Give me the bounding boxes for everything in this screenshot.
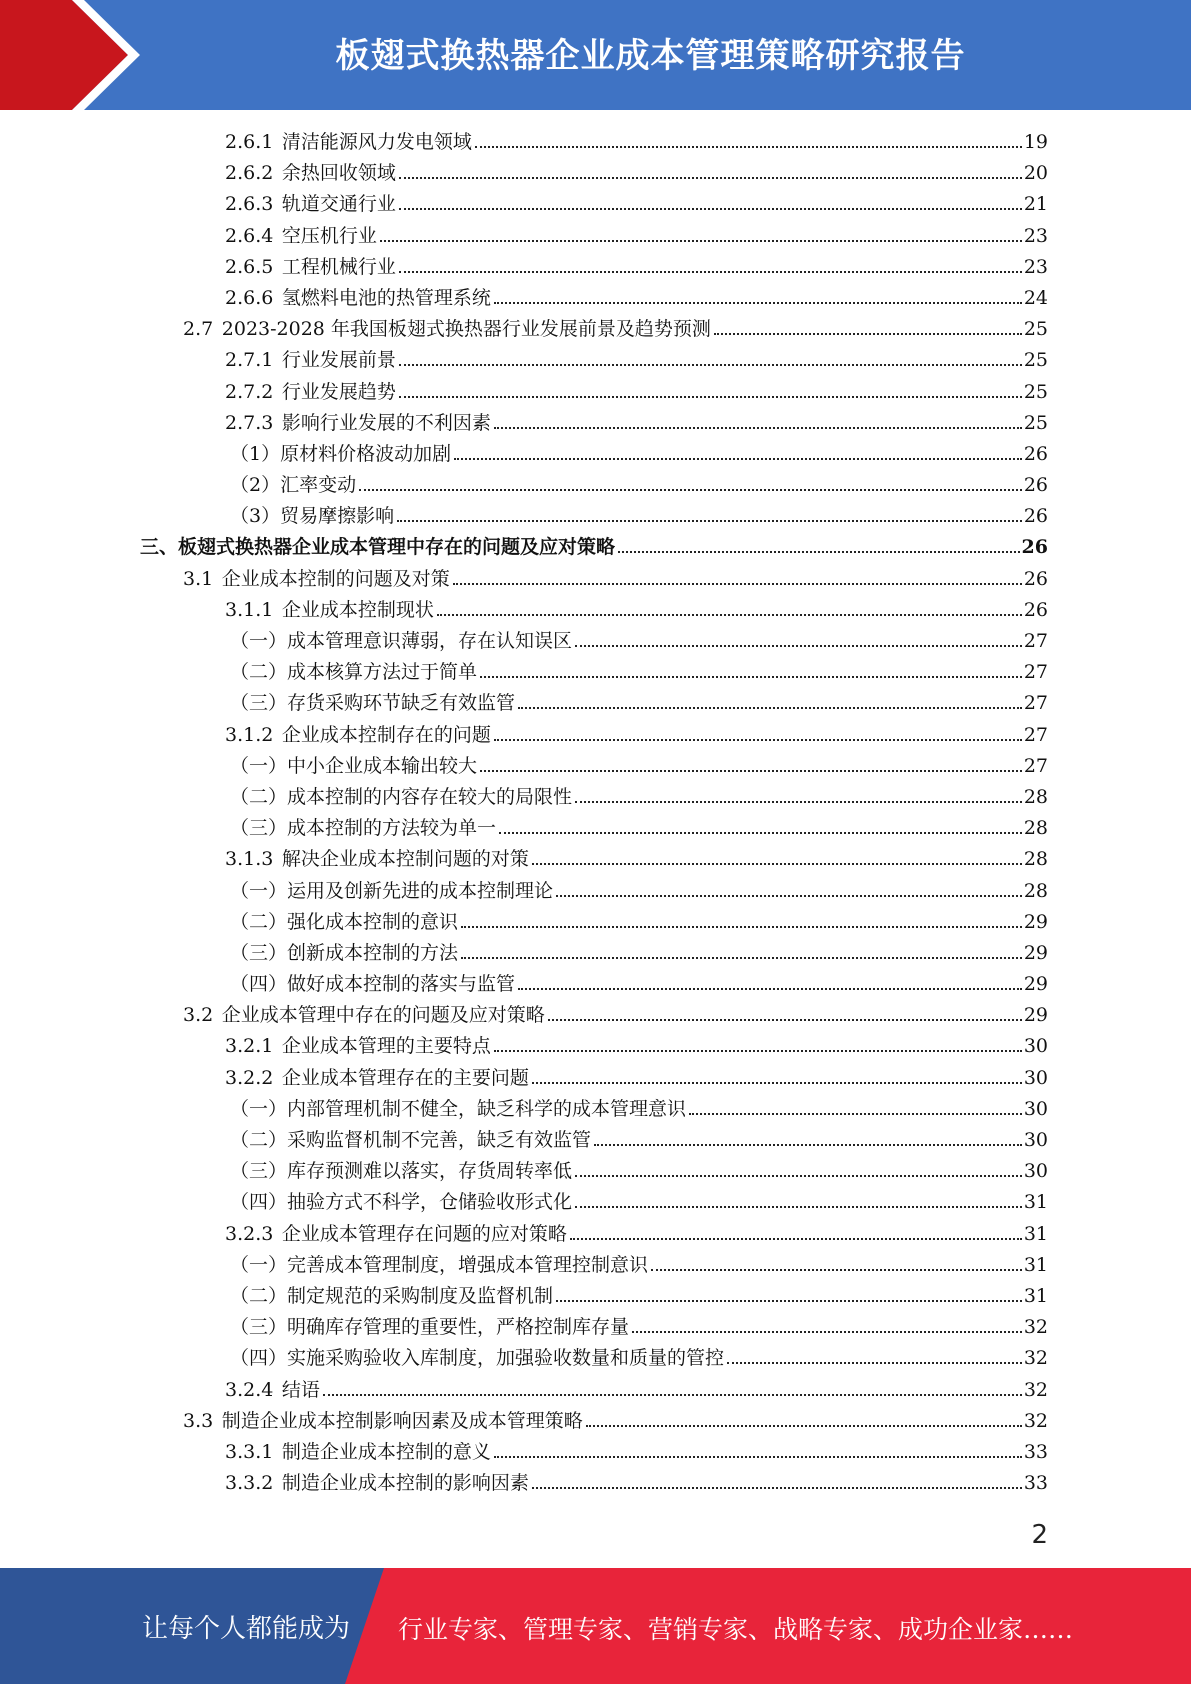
- toc-entry-title: 企业成本管理存在的主要问题: [281, 1066, 529, 1089]
- toc-entry-title: 制造企业成本控制的影响因素: [281, 1472, 529, 1495]
- toc-entry[interactable]: [0, 564, 1191, 595]
- toc-entry-number: （2）: [230, 474, 281, 497]
- toc-leader-dots: [494, 427, 1022, 429]
- toc-leader-dots: [399, 208, 1022, 210]
- toc-entry-number: （四）: [230, 1347, 288, 1370]
- toc-entry[interactable]: [0, 283, 1191, 314]
- toc-entry-page: 24: [1023, 286, 1048, 309]
- toc-leader-dots: [548, 1019, 1022, 1021]
- toc-entry[interactable]: [0, 439, 1191, 470]
- toc-leader-dots: [359, 489, 1022, 491]
- toc-leader-dots: [575, 1206, 1022, 1208]
- table-of-contents: [0, 127, 1191, 1499]
- toc-entry-page: 32: [1023, 1409, 1048, 1432]
- toc-entry[interactable]: [0, 938, 1191, 969]
- toc-entry-page: 25: [1023, 349, 1048, 372]
- toc-entry-number: （二）: [230, 1284, 288, 1307]
- toc-entry-title: 企业成本管理的主要特点: [281, 1035, 491, 1058]
- toc-entry[interactable]: [0, 470, 1191, 501]
- toc-entry-title: 结语: [281, 1378, 320, 1401]
- toc-entry[interactable]: [0, 1468, 1191, 1499]
- toc-entry-number: （三）: [230, 692, 288, 715]
- toc-entry[interactable]: [0, 595, 1191, 626]
- toc-entry-number: 2.6.1: [225, 131, 274, 153]
- toc-leader-dots: [714, 333, 1022, 335]
- toc-entry-title: 2023-2028 年我国板翅式换热器行业发展前景及趋势预测: [221, 318, 711, 341]
- toc-leader-dots: [570, 1238, 1022, 1240]
- toc-entry-page: 30: [1023, 1129, 1048, 1151]
- toc-entry[interactable]: [0, 813, 1191, 844]
- toc-entry-page: 25: [1023, 318, 1048, 341]
- footer-slogan-left: 让每个人都能成为: [142, 1614, 351, 1644]
- toc-entry-page: 32: [1023, 1316, 1048, 1339]
- report-title: 板翅式换热器企业成本管理策略研究报告: [335, 36, 966, 76]
- toc-entry-number: 3.2.1: [225, 1035, 274, 1058]
- toc-entry[interactable]: [0, 1343, 1191, 1374]
- toc-entry-page: 27: [1023, 754, 1048, 777]
- toc-entry-number: 3.1.2: [225, 723, 274, 746]
- toc-entry-number: 3.2.4: [225, 1378, 274, 1401]
- toc-entry-title: 企业成本控制的问题及对策: [221, 567, 450, 590]
- toc-entry[interactable]: [0, 158, 1191, 189]
- toc-entry-page: 28: [1023, 879, 1048, 902]
- toc-leader-dots: [480, 676, 1022, 678]
- toc-entry-number: 2.7: [183, 318, 214, 341]
- toc-entry-title: 行业发展趋势: [281, 380, 396, 403]
- toc-entry-number: （3）: [230, 505, 281, 528]
- toc-leader-dots: [651, 1269, 1022, 1271]
- toc-leader-dots: [380, 240, 1022, 242]
- toc-leader-dots: [575, 645, 1022, 647]
- toc-entry-number: 2.7.3: [225, 411, 274, 434]
- toc-entry[interactable]: [0, 1219, 1191, 1250]
- toc-entry-title: 氢燃料电池的热管理系统: [281, 286, 491, 309]
- toc-entry[interactable]: [0, 626, 1191, 657]
- toc-leader-dots: [453, 583, 1022, 585]
- toc-leader-dots: [499, 832, 1022, 834]
- toc-entry[interactable]: [0, 751, 1191, 782]
- toc-entry-title: 实施采购验收入库制度，加强验收数量和质量的管控: [287, 1347, 725, 1370]
- toc-entry[interactable]: [0, 532, 1191, 563]
- toc-entry[interactable]: [0, 314, 1191, 345]
- toc-entry-title: 库存预测难以落实，存货周转率低: [287, 1160, 573, 1183]
- toc-entry-title: 解决企业成本控制问题的对策: [281, 848, 529, 871]
- page-header: [0, 0, 1191, 110]
- toc-leader-dots: [494, 302, 1022, 304]
- toc-entry-title: 汇率变动: [280, 474, 357, 497]
- toc-entry-page: 26: [1021, 536, 1048, 559]
- toc-entry-number: 2.7.2: [225, 380, 274, 403]
- toc-entry-number: 三、: [140, 536, 179, 559]
- toc-entry-title: 创新成本控制的方法: [287, 941, 459, 964]
- toc-entry[interactable]: [0, 127, 1191, 158]
- toc-entry-title: 原材料价格波动加剧: [280, 442, 452, 465]
- toc-entry-page: 29: [1023, 910, 1048, 933]
- toc-entry-number: 2.6.2: [225, 162, 274, 185]
- toc-leader-dots: [586, 1425, 1022, 1427]
- toc-leader-dots: [494, 739, 1022, 741]
- toc-entry[interactable]: [0, 876, 1191, 907]
- toc-entry-number: （二）: [230, 910, 288, 933]
- toc-entry-number: 3.1.3: [225, 848, 274, 871]
- toc-entry-page: 26: [1023, 474, 1048, 497]
- toc-entry-title: 影响行业发展的不利因素: [281, 411, 491, 434]
- toc-entry-number: （三）: [230, 1316, 288, 1339]
- toc-leader-dots: [399, 364, 1022, 366]
- toc-leader-dots: [437, 614, 1022, 616]
- toc-entry-page: 29: [1023, 941, 1048, 964]
- toc-entry[interactable]: [0, 969, 1191, 1000]
- toc-entry-page: 29: [1023, 973, 1048, 996]
- toc-entry-number: 2.6.4: [225, 224, 274, 247]
- toc-entry[interactable]: [0, 1250, 1191, 1281]
- toc-leader-dots: [532, 1082, 1022, 1084]
- toc-entry-title: 抽验方式不科学，仓储验收形式化: [287, 1191, 573, 1214]
- toc-entry-number: （1）: [230, 442, 281, 465]
- toc-leader-dots: [594, 1144, 1022, 1146]
- toc-entry-page: 31: [1023, 1191, 1048, 1214]
- toc-entry-number: （三）: [230, 941, 288, 964]
- toc-entry-page: 21: [1023, 193, 1048, 216]
- toc-entry-page: 28: [1023, 848, 1048, 871]
- toc-leader-dots: [689, 1113, 1022, 1115]
- header-arrow-decoration: [0, 0, 160, 110]
- toc-entry-title: 存货采购环节缺乏有效监管: [287, 692, 516, 715]
- toc-leader-dots: [323, 1394, 1022, 1396]
- toc-entry[interactable]: [0, 657, 1191, 688]
- toc-leader-dots: [518, 707, 1022, 709]
- toc-entry-page: 32: [1023, 1378, 1048, 1401]
- toc-leader-dots: [575, 1175, 1022, 1177]
- toc-entry-number: 3.2.2: [225, 1066, 274, 1089]
- toc-entry-number: （一）: [230, 1253, 288, 1276]
- toc-entry-number: 3.1.1: [225, 598, 274, 621]
- toc-entry-page: 32: [1023, 1347, 1048, 1370]
- toc-entry[interactable]: [0, 501, 1191, 532]
- toc-entry-page: 19: [1023, 131, 1048, 153]
- toc-entry[interactable]: [0, 1000, 1191, 1031]
- toc-leader-dots: [532, 863, 1022, 865]
- toc-entry-number: 2.6.5: [225, 255, 274, 278]
- toc-entry-number: 2.7.1: [225, 349, 274, 372]
- toc-leader-dots: [399, 396, 1022, 398]
- toc-entry-title: 空压机行业: [281, 224, 377, 247]
- toc-leader-dots: [475, 146, 1022, 148]
- toc-entry-title: 制造企业成本控制的意义: [281, 1440, 491, 1463]
- toc-entry[interactable]: [0, 252, 1191, 283]
- toc-entry-title: 清洁能源风力发电领域: [281, 131, 472, 153]
- toc-entry-title: 运用及创新先进的成本控制理论: [287, 879, 554, 902]
- toc-entry[interactable]: [0, 782, 1191, 813]
- toc-entry[interactable]: [0, 688, 1191, 719]
- toc-entry-page: 26: [1023, 598, 1048, 621]
- toc-leader-dots: [632, 1331, 1022, 1333]
- toc-entry[interactable]: [0, 844, 1191, 875]
- toc-leader-dots: [618, 551, 1020, 553]
- toc-entry[interactable]: [0, 345, 1191, 376]
- toc-entry-number: （三）: [230, 817, 288, 840]
- toc-entry[interactable]: [0, 1031, 1191, 1062]
- toc-entry-title: 企业成本控制存在的问题: [281, 723, 491, 746]
- toc-entry-page: 31: [1023, 1284, 1048, 1307]
- toc-leader-dots: [494, 1456, 1022, 1458]
- toc-entry-page: 28: [1023, 817, 1048, 840]
- toc-entry-page: 26: [1023, 442, 1048, 465]
- toc-entry[interactable]: [0, 377, 1191, 408]
- toc-entry-title: 企业成本管理存在问题的应对策略: [281, 1222, 567, 1245]
- toc-leader-dots: [399, 177, 1022, 179]
- toc-entry-page: 30: [1023, 1160, 1048, 1183]
- toc-leader-dots: [461, 957, 1022, 959]
- toc-entry-number: （一）: [230, 879, 288, 902]
- page-footer: [0, 1568, 1191, 1684]
- toc-entry-page: 25: [1023, 380, 1048, 403]
- toc-entry-title: 明确库存管理的重要性，严格控制库存量: [287, 1316, 630, 1339]
- page-number: 2: [1031, 1520, 1048, 1550]
- toc-entry-title: 成本核算方法过于简单: [287, 661, 478, 684]
- toc-entry[interactable]: [0, 1281, 1191, 1312]
- toc-entry-title: 做好成本控制的落实与监管: [287, 973, 516, 996]
- toc-entry-number: （四）: [230, 1191, 288, 1214]
- toc-entry[interactable]: [0, 1312, 1191, 1343]
- toc-entry-page: 33: [1023, 1472, 1048, 1495]
- toc-entry-number: （一）: [230, 630, 288, 652]
- toc-entry-number: 2.6.6: [225, 286, 274, 309]
- toc-entry[interactable]: [0, 1437, 1191, 1468]
- toc-entry[interactable]: [0, 1406, 1191, 1437]
- toc-entry-number: （一）: [230, 754, 288, 777]
- toc-entry-number: （一）: [230, 1097, 288, 1120]
- toc-leader-dots: [518, 988, 1022, 990]
- toc-entry-number: （二）: [230, 661, 288, 684]
- toc-entry[interactable]: [0, 408, 1191, 439]
- toc-leader-dots: [397, 520, 1022, 522]
- toc-entry-number: 2.6.3: [225, 193, 274, 216]
- toc-leader-dots: [727, 1362, 1022, 1364]
- toc-entry-page: 31: [1023, 1253, 1048, 1276]
- toc-leader-dots: [399, 271, 1022, 273]
- toc-entry-page: 25: [1023, 411, 1048, 434]
- toc-leader-dots: [532, 1487, 1022, 1489]
- toc-leader-dots: [480, 770, 1022, 772]
- toc-entry-number: （三）: [230, 1160, 288, 1183]
- toc-entry-number: （二）: [230, 1129, 288, 1151]
- toc-entry[interactable]: [0, 189, 1191, 220]
- toc-entry-page: 27: [1023, 692, 1048, 715]
- toc-entry-title: 余热回收领域: [281, 162, 396, 185]
- toc-entry[interactable]: [0, 1094, 1191, 1125]
- toc-entry[interactable]: [0, 1156, 1191, 1187]
- toc-entry-page: 27: [1023, 661, 1048, 684]
- toc-entry-page: 31: [1023, 1222, 1048, 1245]
- toc-entry-title: 制造企业成本控制影响因素及成本管理策略: [221, 1409, 583, 1432]
- toc-entry-title: 内部管理机制不健全，缺乏科学的成本管理意识: [287, 1097, 687, 1120]
- footer-slogan-right: 行业专家、管理专家、营销专家、战略专家、成功企业家……: [398, 1615, 1074, 1644]
- toc-entry[interactable]: [0, 1125, 1191, 1156]
- toc-entry-number: （四）: [230, 973, 288, 996]
- toc-entry-title: 工程机械行业: [281, 255, 396, 278]
- toc-entry-number: 3.3.2: [225, 1472, 274, 1495]
- toc-entry-page: 27: [1023, 630, 1048, 652]
- toc-leader-dots: [494, 1050, 1022, 1052]
- toc-entry-number: 3.2: [183, 1004, 214, 1027]
- toc-entry-number: 3.3.1: [225, 1440, 274, 1463]
- toc-entry-page: 26: [1023, 567, 1048, 590]
- toc-entry-page: 30: [1023, 1097, 1048, 1120]
- toc-entry-title: 采购监督机制不完善，缺乏有效监管: [287, 1129, 592, 1151]
- toc-entry[interactable]: [0, 221, 1191, 252]
- toc-entry-page: 26: [1023, 505, 1048, 528]
- toc-entry[interactable]: [0, 907, 1191, 938]
- toc-entry[interactable]: [0, 1063, 1191, 1094]
- toc-entry-title: 成本控制的方法较为单一: [287, 817, 497, 840]
- toc-entry-title: 强化成本控制的意识: [287, 910, 459, 933]
- toc-entry-page: 23: [1023, 224, 1048, 247]
- toc-entry-title: 企业成本管理中存在的问题及应对策略: [221, 1004, 545, 1027]
- toc-entry-number: 3.3: [183, 1409, 214, 1432]
- toc-entry[interactable]: [0, 1187, 1191, 1218]
- toc-entry-page: 28: [1023, 785, 1048, 808]
- toc-entry-page: 33: [1023, 1440, 1048, 1463]
- toc-entry-title: 中小企业成本输出较大: [287, 754, 478, 777]
- toc-entry-number: 3.1: [183, 567, 214, 590]
- toc-entry-title: 成本管理意识薄弱，存在认知误区: [287, 630, 573, 652]
- toc-entry-title: 贸易摩擦影响: [280, 505, 395, 528]
- toc-entry[interactable]: [0, 1375, 1191, 1406]
- toc-entry-title: 板翅式换热器企业成本管理中存在的问题及应对策略: [178, 536, 616, 559]
- toc-entry-title: 轨道交通行业: [281, 193, 396, 216]
- toc-entry-page: 20: [1023, 162, 1048, 185]
- toc-entry-page: 30: [1023, 1066, 1048, 1089]
- toc-entry-page: 23: [1023, 255, 1048, 278]
- toc-entry-page: 29: [1023, 1004, 1048, 1027]
- toc-entry-page: 27: [1023, 723, 1048, 746]
- toc-leader-dots: [461, 926, 1022, 928]
- toc-entry-title: 成本控制的内容存在较大的局限性: [287, 785, 573, 808]
- toc-entry-title: 完善成本管理制度，增强成本管理控制意识: [287, 1253, 649, 1276]
- toc-leader-dots: [454, 458, 1022, 460]
- toc-entry-title: 企业成本控制现状: [281, 598, 434, 621]
- toc-leader-dots: [556, 895, 1022, 897]
- toc-entry[interactable]: [0, 720, 1191, 751]
- toc-entry-title: 行业发展前景: [281, 349, 396, 372]
- toc-leader-dots: [575, 801, 1022, 803]
- toc-leader-dots: [556, 1300, 1022, 1302]
- toc-entry-number: 3.2.3: [225, 1222, 274, 1245]
- toc-entry-number: （二）: [230, 785, 288, 808]
- toc-entry-page: 30: [1023, 1035, 1048, 1058]
- toc-entry-title: 制定规范的采购制度及监督机制: [287, 1284, 554, 1307]
